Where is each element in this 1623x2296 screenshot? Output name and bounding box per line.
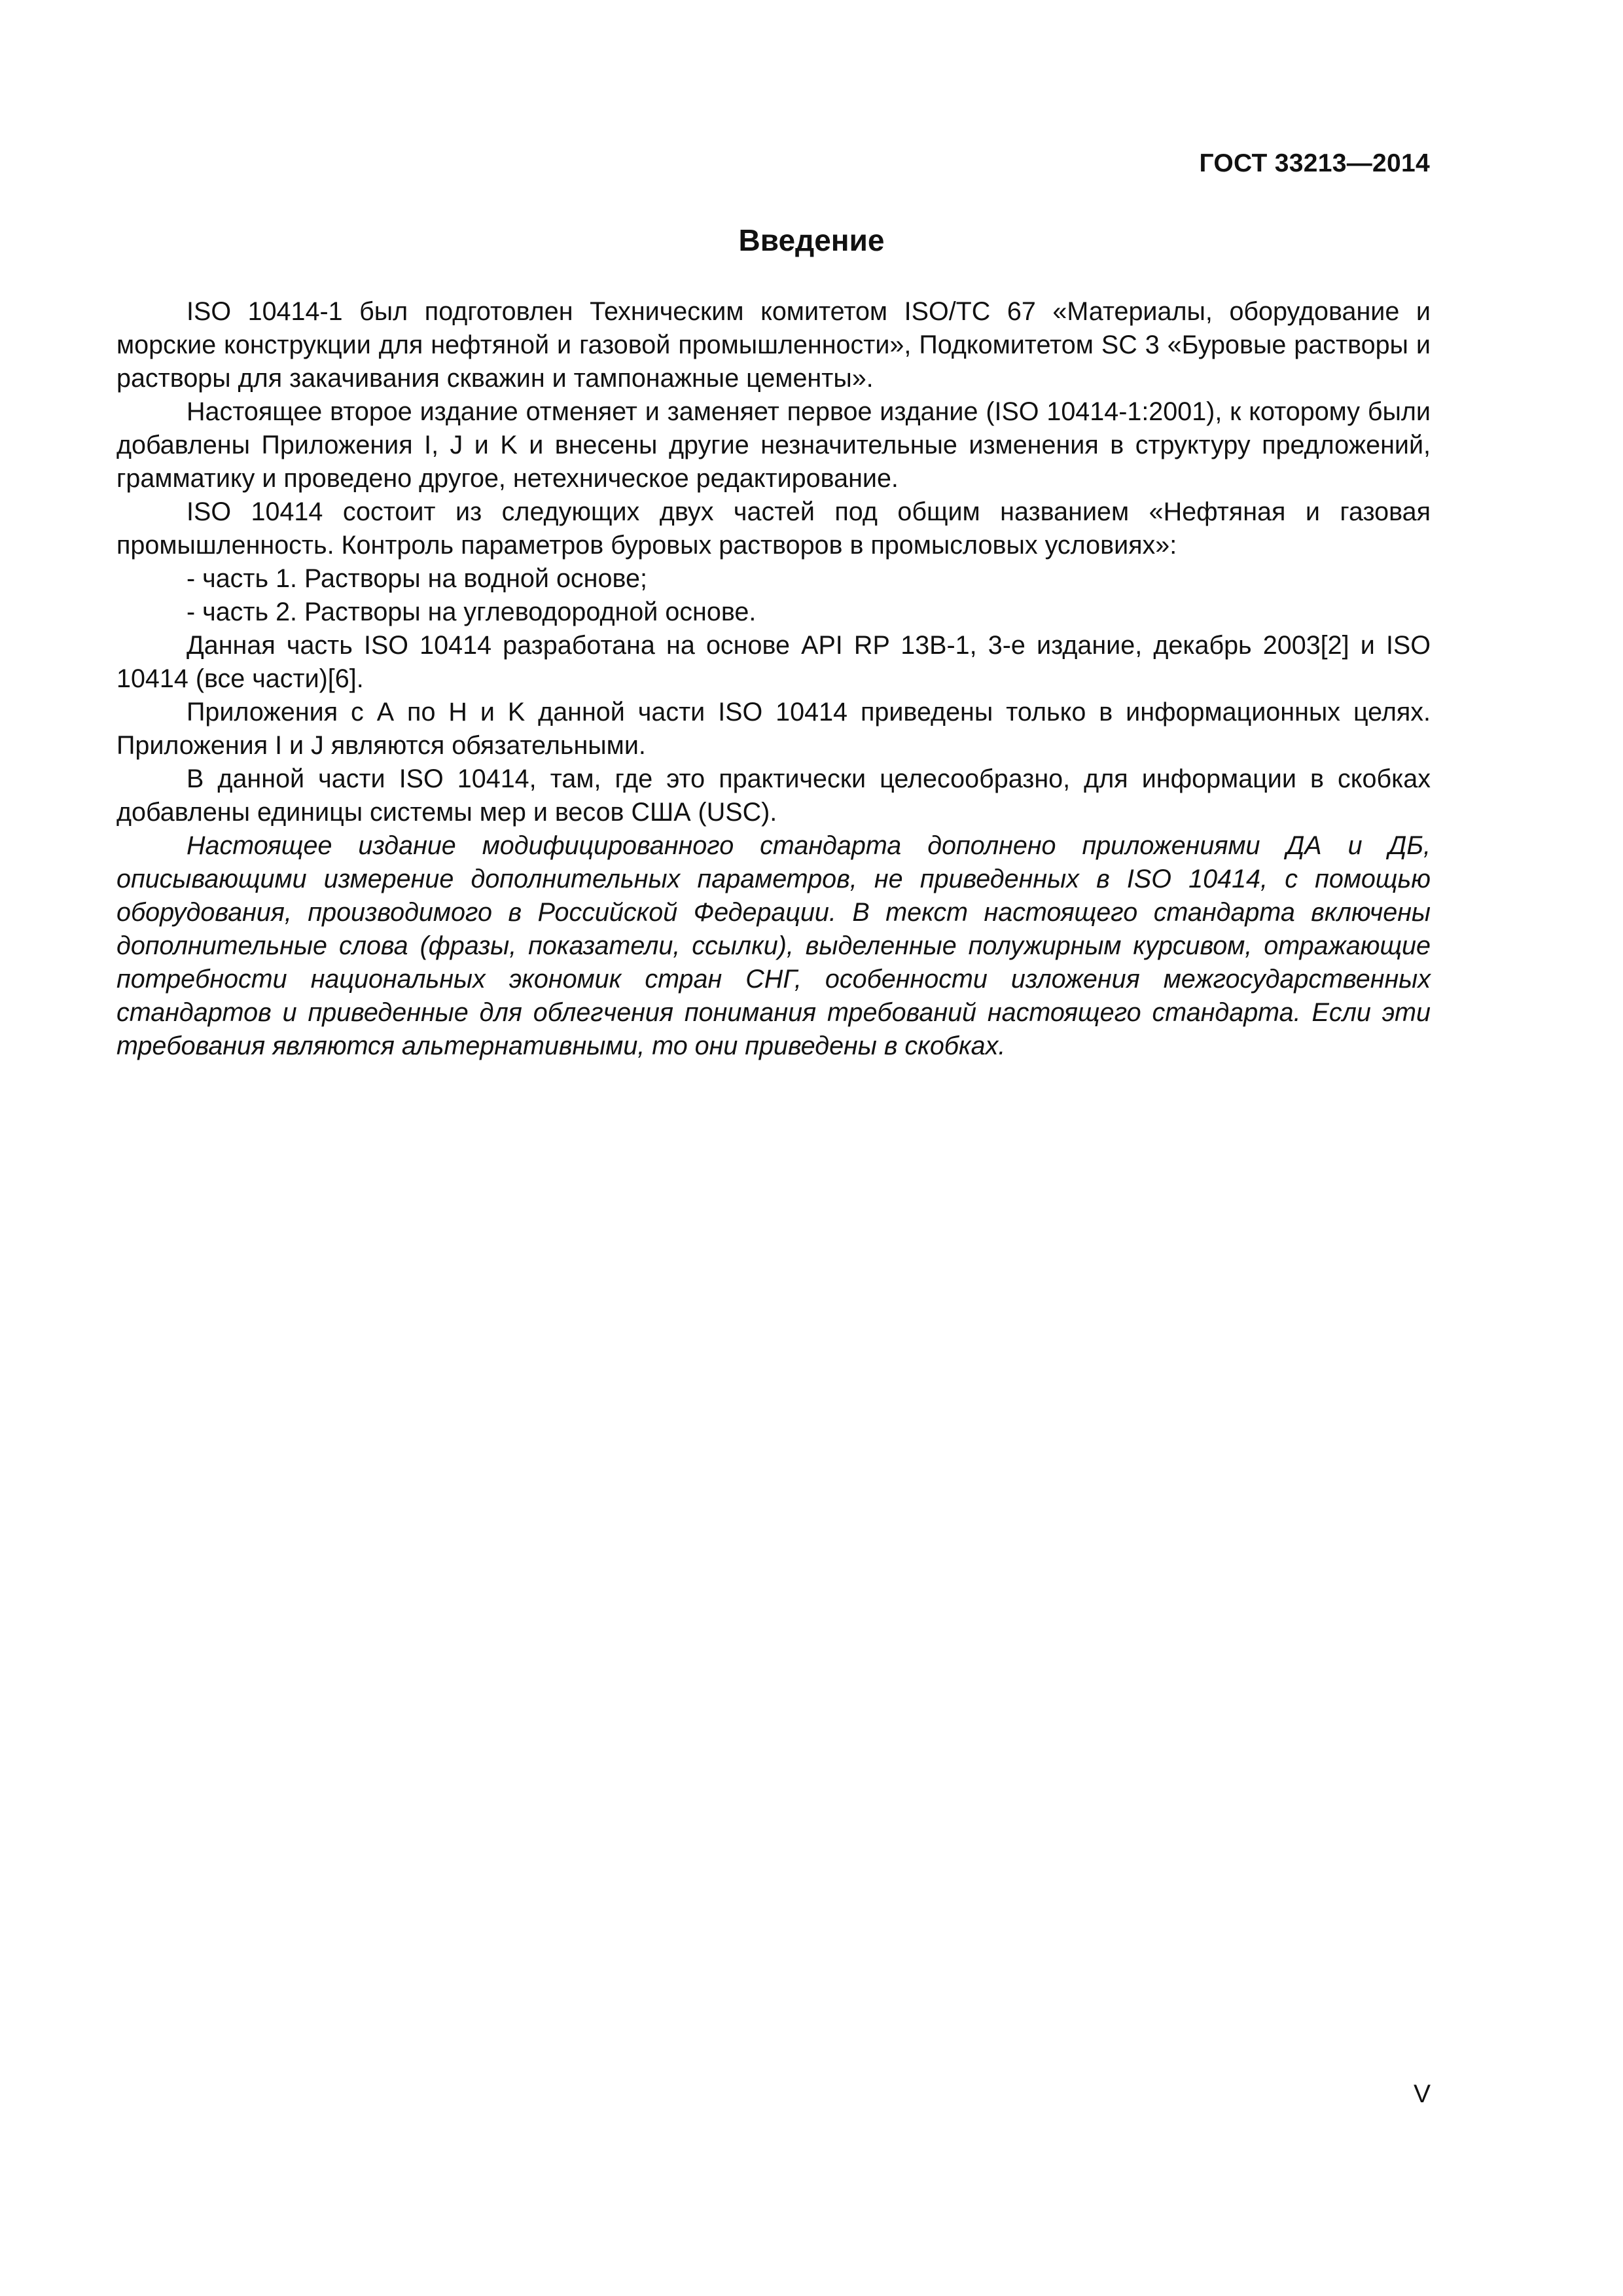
page-number: V <box>1413 2080 1431 2108</box>
introduction-body <box>116 295 1431 1063</box>
list-item-part-1: - часть 1. Растворы на водной основе; <box>187 564 647 593</box>
paragraph-api-basis: Данная часть ISO 10414 разработана на основе API RP 13B-1, 3-е издание, декабрь 2003[2] и ISO 10414 (все части)[6]. <box>116 631 1431 693</box>
section-title: Введение <box>738 223 885 257</box>
list-item-part-2: - часть 2. Растворы на углеводородной основе. <box>187 598 757 626</box>
document-code: ГОСТ 33213—2014 <box>1199 149 1430 177</box>
paragraph-modification-note: Настоящее издание модифицированного стандарта дополнено приложениями ДА и ДБ, описывающими измерение дополнительных параметров, не приведенных в ISO 10414, с помощью оборудования, производимого в Российской Федерации. В текст настоящего стандарта включены дополнительные слова (фразы, показатели, ссылки), выделенные полужирным курсивом, отражающие потребности национальных экономик стран СНГ, особенности изложения межгосударственных стандартов и приведенные для облегчения понимания требований настоящего стандарта. Если эти требования являются альтернативными, то они приведены в скобках. <box>116 831 1431 1060</box>
paragraph-second-edition: Настоящее второе издание отменяет и заменяет первое издание (ISO 10414-1:2001), к которому были добавлены Приложения I, J и K и внесены другие незначительные изменения в структуру предложений, грамматику и проведено другое, нетехническое редактирование. <box>116 397 1431 493</box>
paragraph-iso-origin: ISO 10414-1 был подготовлен Техническим комитетом ISO/TC 67 «Материалы, оборудование и морские конструкции для нефтяной и газовой промышленности», Подкомитетом SC 3 «Буровые растворы и растворы для закачивания скважин и тампонажные цементы». <box>116 297 1431 393</box>
paragraph-usc-units: В данной части ISO 10414, там, где это практически целесообразно, для информации в скобках добавлены единицы системы мер и весов США (USC). <box>116 764 1431 827</box>
paragraph-parts-intro: ISO 10414 состоит из следующих двух частей под общим названием «Нефтяная и газовая промышленность. Контроль параметров буровых растворов в промысловых условиях»: <box>116 497 1431 560</box>
paragraph-annexes: Приложения с А по H и K данной части ISO 10414 приведены только в информационных целях. Приложения I и J являются обязательными. <box>116 698 1431 760</box>
